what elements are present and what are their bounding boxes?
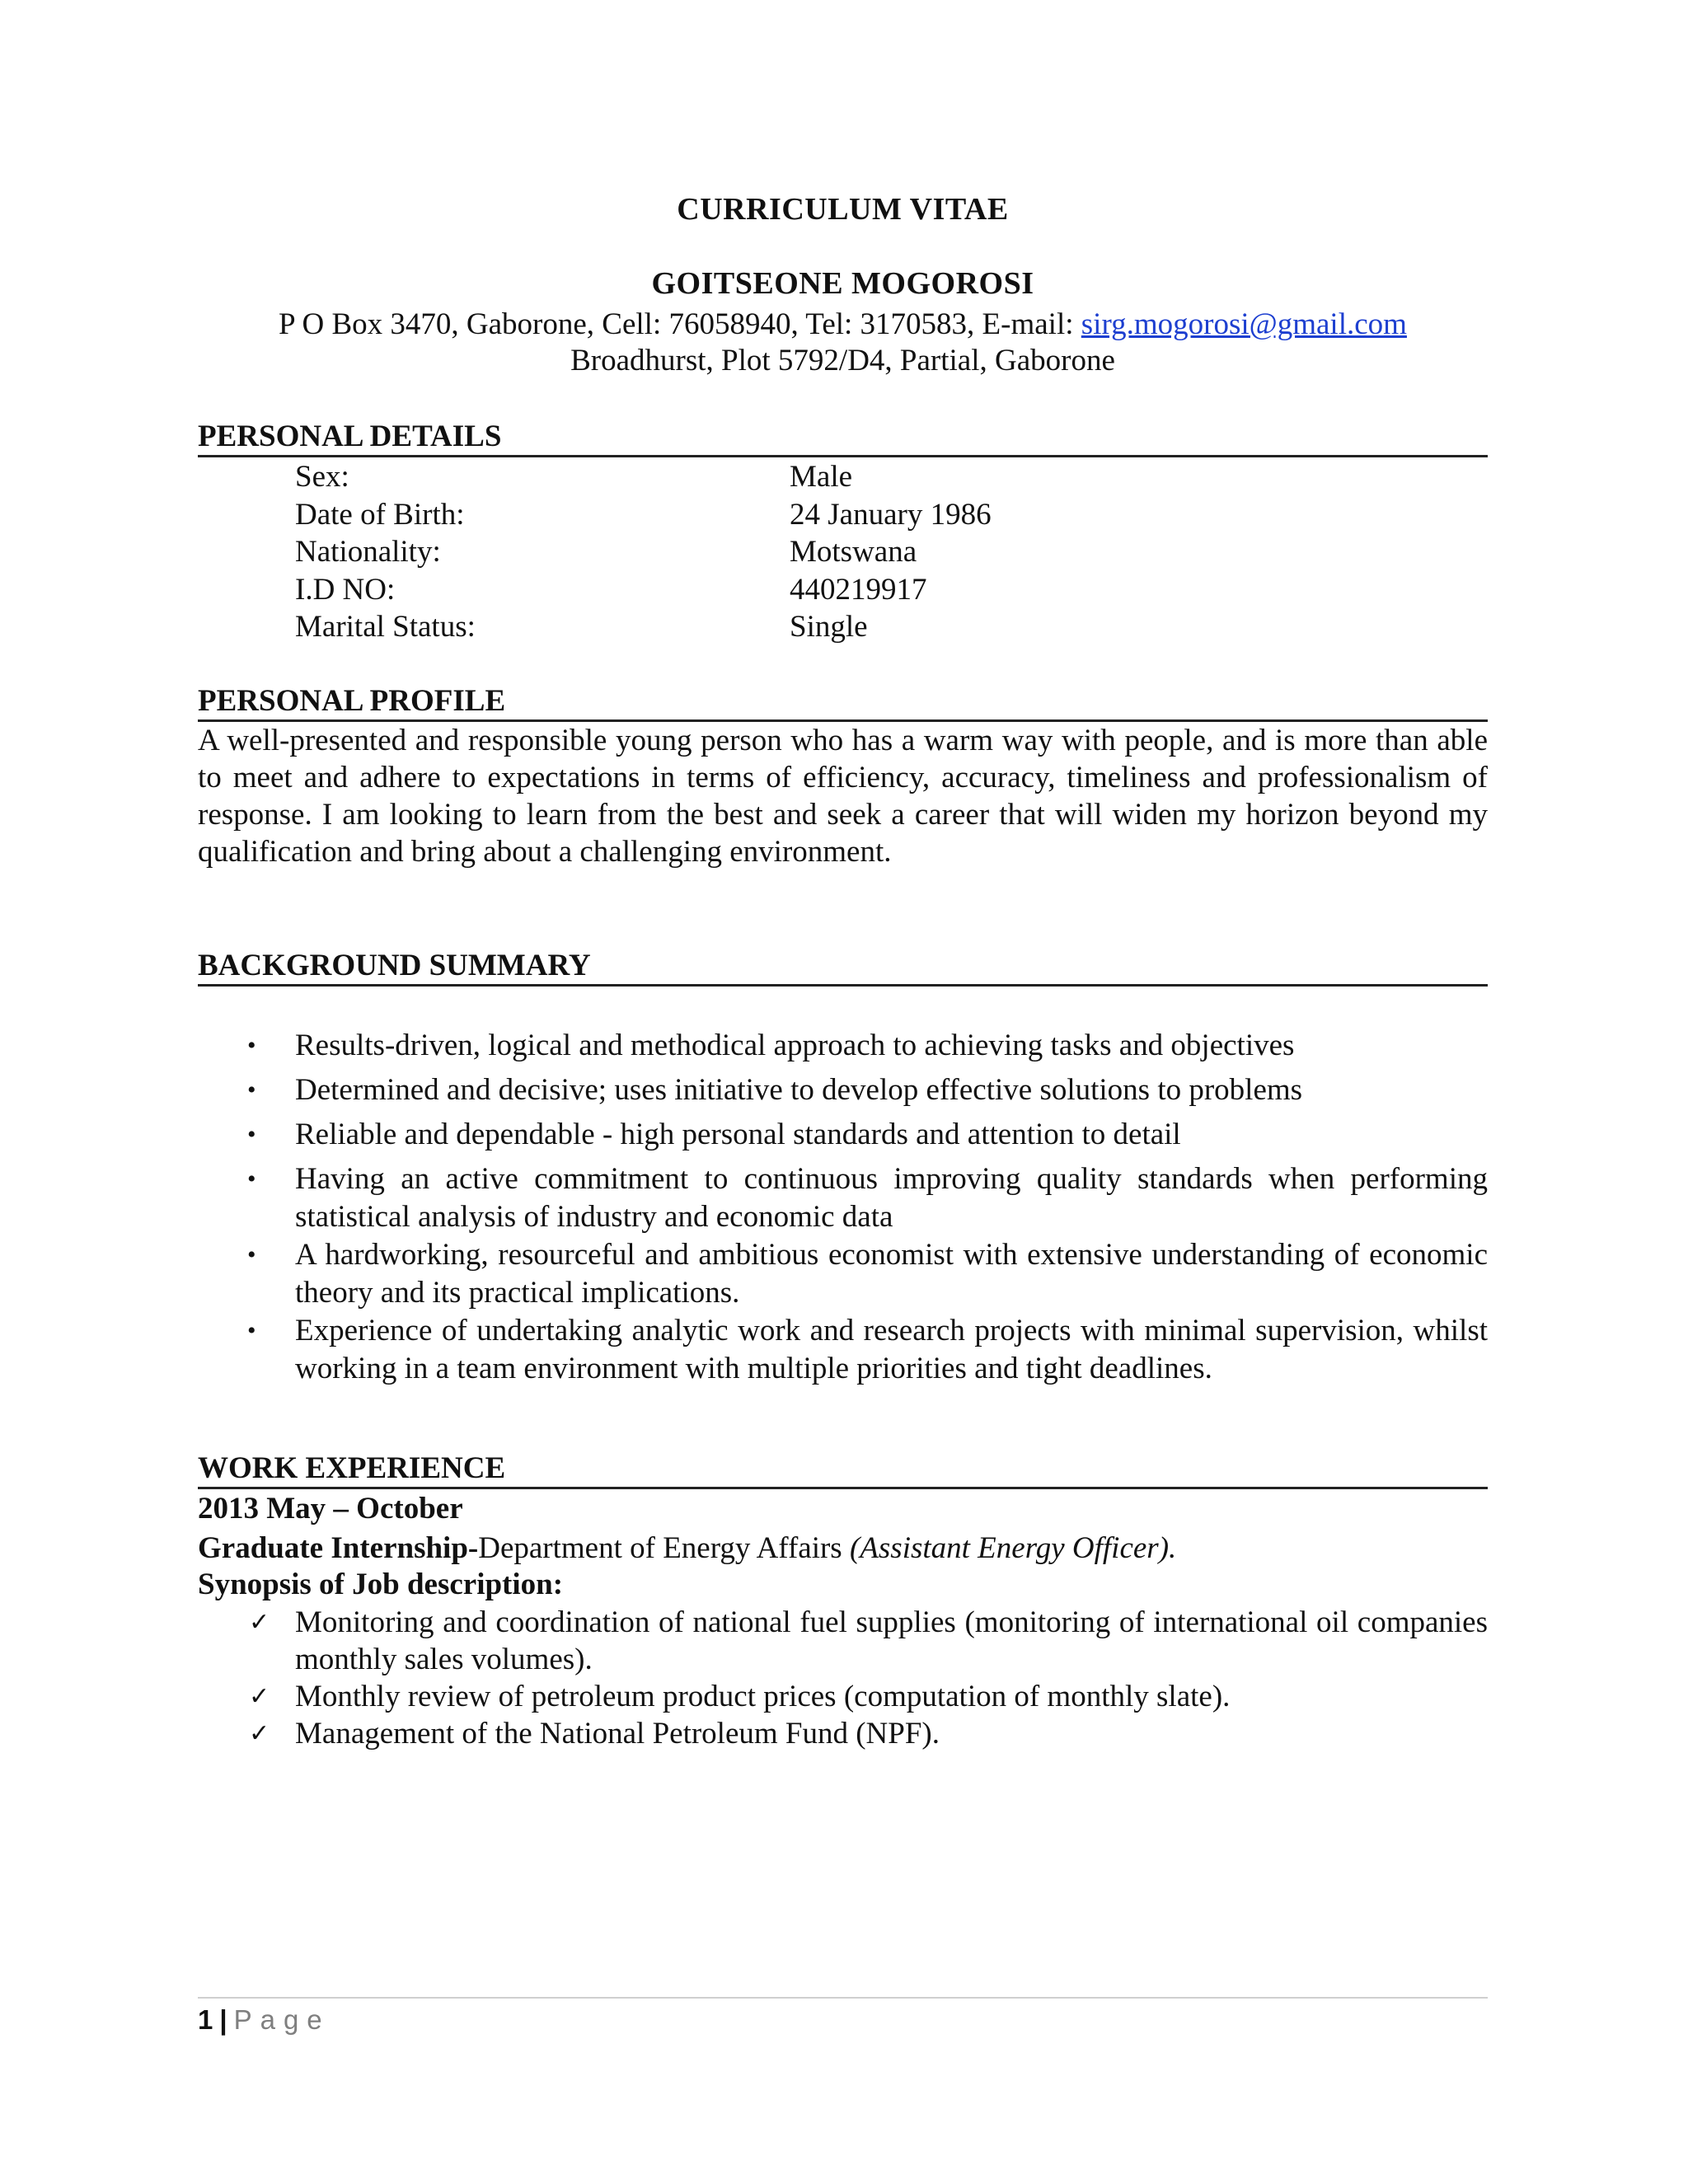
detail-label: Date of Birth: xyxy=(295,497,465,532)
page-label: Page xyxy=(233,2004,331,2035)
page-number: 1 xyxy=(198,2004,213,2035)
list-item-text: A hardworking, resourceful and ambitious economist with extensive understanding of economic theory and its practical implications. xyxy=(295,1238,1488,1310)
list-item xyxy=(198,1071,1488,1109)
bullet-icon: • xyxy=(247,1076,256,1104)
background-summary-list xyxy=(198,1027,1488,1388)
detail-label: Marital Status: xyxy=(295,610,476,644)
list-item xyxy=(198,1604,1488,1678)
detail-value: Single xyxy=(790,610,868,644)
job-role: Graduate Internship- xyxy=(198,1531,479,1565)
list-item-text: Having an active commitment to continuous improving quality standards when performing statistical analysis of industry and economic data xyxy=(295,1162,1488,1234)
job-synopsis-label: Synopsis of Job description: xyxy=(198,1568,564,1601)
personal-profile-text: A well-presented and responsible young person who has a warm way with people, and is more than able to meet and adhere to expectations in terms of efficiency, accuracy, timeliness and professionalism of response. I am looking to learn from the best and seek a career that will widen my horizon beyond my qualification and bring about a challenging environment. xyxy=(198,724,1488,869)
list-item-text: Monthly review of petroleum product prices (computation of monthly slate). xyxy=(295,1680,1231,1713)
background-summary-heading: BACKGROUND SUMMARY xyxy=(198,948,1488,987)
detail-row xyxy=(295,608,1449,646)
list-item xyxy=(198,1312,1488,1388)
job-organisation: Department of Energy Affairs xyxy=(478,1531,850,1565)
detail-value: Motswana xyxy=(790,535,917,569)
detail-row xyxy=(295,458,1449,496)
personal-profile-heading: PERSONAL PROFILE xyxy=(198,683,1488,722)
list-item xyxy=(198,1236,1488,1312)
cv-page xyxy=(198,0,1488,2184)
bullet-icon: • xyxy=(247,1121,256,1148)
detail-row xyxy=(295,496,1449,534)
job-title xyxy=(198,1530,1176,1567)
job-date: 2013 May – October xyxy=(198,1492,463,1526)
checkmark-icon: ✓ xyxy=(249,1719,270,1748)
list-item-text: Experience of undertaking analytic work and research projects with minimal supervision, whilst working in a team environment with multiple priorities and tight deadlines. xyxy=(295,1314,1488,1385)
footer-separator: | xyxy=(219,2004,227,2035)
list-item-text: Determined and decisive; uses initiative to develop effective solutions to problems xyxy=(295,1073,1303,1107)
page-footer xyxy=(198,2001,331,2038)
address-line: Broadhurst, Plot 5792/D4, Partial, Gaborone xyxy=(570,344,1115,377)
personal-details-list xyxy=(295,458,1449,646)
bullet-icon: • xyxy=(247,1032,256,1059)
candidate-name: GOITSEONE MOGOROSI xyxy=(651,266,1034,301)
list-item xyxy=(198,1116,1488,1154)
list-item-text: Reliable and dependable - high personal standards and attention to detail xyxy=(295,1118,1181,1151)
bullet-icon: • xyxy=(247,1241,256,1268)
contact-details: P O Box 3470, Gaborone, Cell: 76058940, Tel: 3170583, E-mail: xyxy=(279,307,1081,341)
checkmark-icon: ✓ xyxy=(249,1608,270,1637)
list-item-text: Monitoring and coordination of national fuel supplies (monitoring of international oil companies monthly sales volumes). xyxy=(295,1605,1488,1676)
footer-divider xyxy=(198,1997,1488,1999)
detail-label: Sex: xyxy=(295,460,349,494)
list-item xyxy=(198,1160,1488,1236)
personal-details-heading: PERSONAL DETAILS xyxy=(198,419,1488,457)
list-item-text: Results-driven, logical and methodical approach to achieving tasks and objectives xyxy=(295,1029,1295,1062)
document-title: CURRICULUM VITAE xyxy=(677,192,1009,227)
bullet-icon: • xyxy=(247,1165,256,1193)
list-item xyxy=(198,1715,1488,1752)
detail-value: 24 January 1986 xyxy=(790,497,992,532)
list-item xyxy=(198,1678,1488,1715)
bullet-icon: • xyxy=(247,1317,256,1344)
job-duties-list xyxy=(198,1604,1488,1752)
job-position: (Assistant Energy Officer). xyxy=(849,1531,1177,1565)
detail-row xyxy=(295,571,1449,609)
detail-value: 440219917 xyxy=(790,572,927,607)
list-item xyxy=(198,1027,1488,1065)
detail-label: I.D NO: xyxy=(295,572,396,607)
detail-value: Male xyxy=(790,460,853,494)
detail-row xyxy=(295,533,1449,571)
contact-line xyxy=(198,307,1488,342)
checkmark-icon: ✓ xyxy=(249,1682,270,1711)
email-link[interactable]: sirg.mogorosi@gmail.com xyxy=(1081,307,1407,341)
detail-label: Nationality: xyxy=(295,535,441,569)
list-item-text: Management of the National Petroleum Fund (NPF). xyxy=(295,1717,940,1750)
work-experience-heading: WORK EXPERIENCE xyxy=(198,1451,1488,1489)
